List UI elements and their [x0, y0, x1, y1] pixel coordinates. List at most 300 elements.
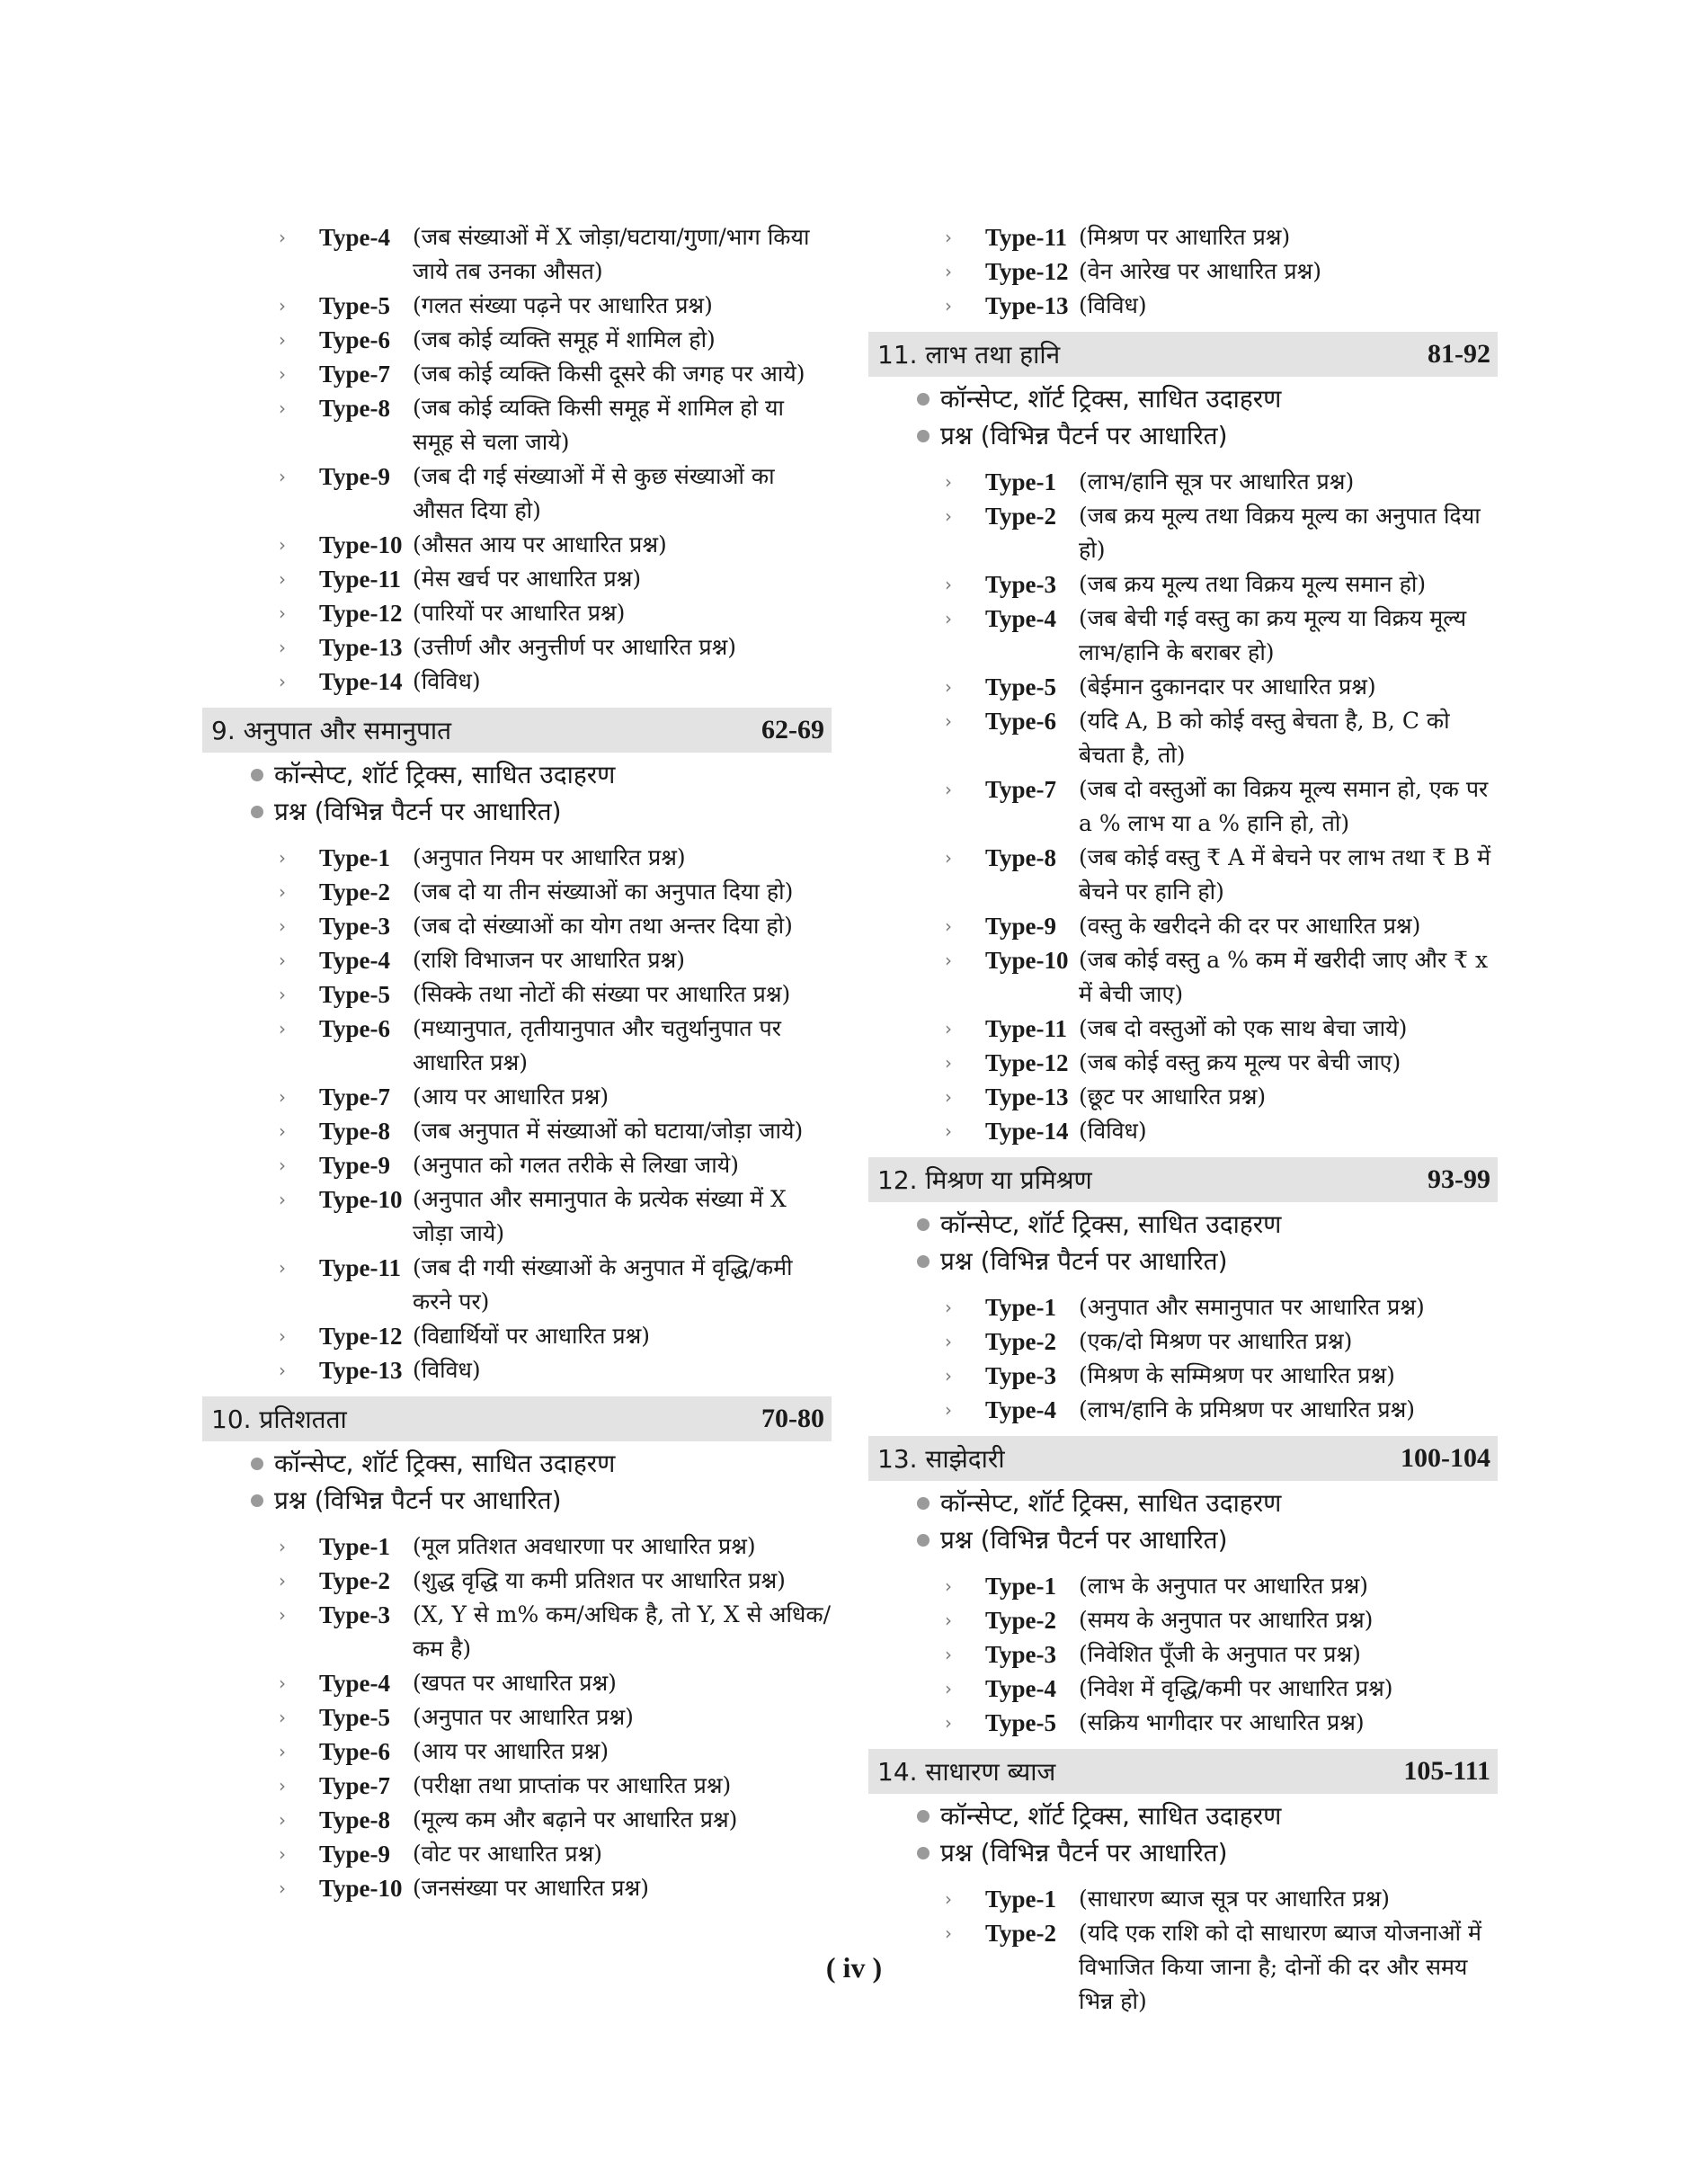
bullet-text: कॉन्सेप्ट, शॉर्ट ट्रिक्स, साधित उदाहरण — [940, 1209, 1282, 1239]
list-item — [868, 1603, 1498, 1637]
type-description: (मेस खर्च पर आधारित प्रश्न) — [413, 566, 642, 592]
type-description: (जब दी गई संख्याओं में से कुछ संख्याओं का औसत दिया हो) — [413, 463, 775, 523]
chevron-right-icon: › — [279, 637, 286, 658]
chevron-right-icon: › — [279, 1877, 286, 1899]
chevron-right-icon: › — [945, 1644, 952, 1665]
bullet-dot-icon — [917, 1810, 930, 1823]
type-label: Type-4 — [319, 947, 390, 974]
type-description: (जनसंख्या पर आधारित प्रश्न) — [413, 1875, 649, 1901]
chevron-right-icon: › — [945, 950, 952, 971]
type-label: Type-2 — [985, 503, 1056, 530]
list-item — [868, 670, 1498, 704]
type-label: Type-8 — [319, 1118, 390, 1145]
type-label: Type-7 — [319, 361, 390, 388]
type-description: (अनुपात पर आधारित प्रश्न) — [413, 1704, 634, 1730]
type-label: Type-1 — [985, 1294, 1056, 1321]
type-description: (मध्यानुपात, तृतीयानुपात और चतुर्थानुपात पर आधारित प्रश्न) — [413, 1015, 781, 1075]
right-column — [868, 220, 1498, 2019]
bullet-text: कॉन्सेप्ट, शॉर्ट ट्रिक्स, साधित उदाहरण — [940, 384, 1282, 414]
type-description: (सक्रिय भागीदार पर आधारित प्रश्न) — [1079, 1709, 1365, 1735]
type-label: Type-9 — [319, 1152, 390, 1179]
bullet-text: प्रश्न (विभिन्न पैटर्न पर आधारित) — [940, 421, 1228, 450]
chevron-right-icon: › — [945, 1888, 952, 1910]
chevron-right-icon: › — [279, 671, 286, 692]
chevron-right-icon: › — [945, 1297, 952, 1318]
type-list — [202, 841, 832, 1387]
type-description: (मिश्रण के सम्मिश्रण पर आधारित प्रश्न) — [1079, 1362, 1395, 1388]
type-description: (अनुपात और समानुपात पर आधारित प्रश्न) — [1079, 1294, 1425, 1320]
type-label: Type-7 — [985, 776, 1056, 803]
list-item — [202, 323, 832, 357]
chapter-header — [868, 332, 1498, 377]
type-label: Type-1 — [985, 1573, 1056, 1600]
type-label: Type-10 — [319, 1186, 403, 1213]
chapter-header — [868, 1749, 1498, 1794]
chevron-right-icon: › — [945, 1678, 952, 1699]
list-item — [868, 1324, 1498, 1359]
type-description: (समय के अनुपात पर आधारित प्रश्न) — [1079, 1607, 1374, 1633]
chapter-title: 12. मिश्रण या प्रमिश्रण — [877, 1165, 1092, 1195]
type-label: Type-7 — [319, 1083, 390, 1110]
list-item — [868, 289, 1498, 323]
bullet-item — [868, 1206, 1498, 1243]
chevron-right-icon: › — [279, 1155, 286, 1176]
type-description: (वेन आरेख पर आधारित प्रश्न) — [1079, 258, 1321, 284]
type-label: Type-4 — [985, 605, 1056, 632]
chevron-right-icon: › — [279, 1325, 286, 1347]
type-label: Type-3 — [985, 571, 1056, 598]
chevron-right-icon: › — [945, 1399, 952, 1421]
type-label: Type-10 — [985, 947, 1069, 974]
type-description: (राशि विभाजन पर आधारित प्रश्न) — [413, 947, 685, 973]
bullet-text: कॉन्सेप्ट, शॉर्ट ट्रिक्स, साधित उदाहरण — [274, 760, 616, 789]
type-description: (खपत पर आधारित प्रश्न) — [413, 1670, 617, 1696]
type-label: Type-2 — [319, 1567, 390, 1594]
type-description: (निवेशित पूँजी के अनुपात पर प्रश्न) — [1079, 1641, 1361, 1667]
bullet-item — [868, 1834, 1498, 1871]
chapter-title: 14. साधारण ब्याज — [877, 1757, 1056, 1787]
chevron-right-icon: › — [945, 608, 952, 629]
chapter-section — [202, 1396, 832, 1905]
chevron-right-icon: › — [279, 881, 286, 903]
type-description: (जब संख्याओं में X जोड़ा/घटाया/गुणा/भाग किया जाये तब उनका औसत) — [413, 224, 810, 284]
list-item — [202, 1700, 832, 1734]
type-description: (विविध) — [1079, 292, 1147, 318]
type-label: Type-10 — [319, 531, 403, 558]
type-label: Type-8 — [319, 395, 390, 422]
bullet-item — [202, 793, 832, 830]
type-label: Type-2 — [985, 1328, 1056, 1355]
type-description: (पारियों पर आधारित प्रश्न) — [413, 600, 626, 626]
list-item — [868, 254, 1498, 289]
bullet-dot-icon — [251, 769, 263, 781]
type-label: Type-3 — [319, 1601, 390, 1628]
bullet-dot-icon — [917, 1218, 930, 1231]
type-label: Type-1 — [985, 1886, 1056, 1913]
type-label: Type-8 — [319, 1806, 390, 1833]
list-item — [202, 841, 832, 875]
list-item — [868, 1114, 1498, 1148]
chevron-right-icon: › — [279, 1843, 286, 1865]
type-label: Type-4 — [985, 1675, 1056, 1702]
type-label: Type-6 — [319, 1738, 390, 1765]
chevron-right-icon: › — [945, 505, 952, 527]
type-description: (X, Y से m% कम/अधिक है, तो Y, X से अधिक/कम है) — [413, 1601, 831, 1662]
type-description: (जब कोई वस्तु a % कम में खरीदी जाए और ₹ x में बेची जाए) — [1079, 947, 1489, 1007]
list-item — [202, 220, 832, 289]
chevron-right-icon: › — [945, 779, 952, 800]
list-item — [202, 596, 832, 630]
chevron-right-icon: › — [945, 1610, 952, 1631]
list-item — [868, 1080, 1498, 1114]
type-label: Type-3 — [985, 1362, 1056, 1389]
list-item — [868, 567, 1498, 602]
chevron-right-icon: › — [279, 1570, 286, 1592]
type-description: (जब कोई व्यक्ति समूह में शामिल हो) — [413, 326, 716, 352]
bullet-dot-icon — [251, 1494, 263, 1507]
type-label: Type-13 — [985, 292, 1069, 319]
chevron-right-icon: › — [945, 915, 952, 937]
type-description: (मिश्रण पर आधारित प्रश्न) — [1079, 224, 1291, 250]
type-description: (यदि A, B को कोई वस्तु बेचता है, B, C को बेचता है, तो) — [1079, 708, 1450, 768]
chapter-header — [868, 1157, 1498, 1202]
bullet-dot-icon — [917, 1497, 930, 1510]
type-description: (जब क्रय मूल्य तथा विक्रय मूल्य समान हो) — [1079, 571, 1427, 597]
chevron-right-icon: › — [279, 1189, 286, 1210]
type-description: (जब बेची गई वस्तु का क्रय मूल्य या विक्रय मूल्य लाभ/हानि के बराबर हो) — [1079, 605, 1467, 665]
list-item — [868, 220, 1498, 254]
bullet-dot-icon — [917, 393, 930, 406]
type-label: Type-4 — [319, 1670, 390, 1697]
list-item — [202, 664, 832, 699]
list-item — [202, 1598, 832, 1666]
type-description: (जब दो या तीन संख्याओं का अनुपात दिया हो) — [413, 878, 794, 905]
chevron-right-icon: › — [945, 1018, 952, 1039]
bullet-dot-icon — [917, 1847, 930, 1859]
type-label: Type-13 — [319, 634, 403, 661]
chevron-right-icon: › — [279, 1741, 286, 1762]
type-description: (वस्तु के खरीदने की दर पर आधारित प्रश्न) — [1079, 913, 1421, 939]
type-description: (जब अनुपात में संख्याओं को घटाया/जोड़ा जाये) — [413, 1118, 804, 1144]
list-item — [202, 459, 832, 528]
type-list — [202, 220, 832, 699]
type-label: Type-6 — [319, 1015, 390, 1042]
chevron-right-icon: › — [279, 1707, 286, 1728]
chevron-right-icon: › — [945, 1052, 952, 1074]
chevron-right-icon: › — [279, 602, 286, 624]
type-description: (लाभ/हानि के प्रमिश्रण पर आधारित प्रश्न) — [1079, 1396, 1416, 1422]
list-item — [202, 1353, 832, 1387]
list-item — [202, 1837, 832, 1871]
chapter-page-range: 70-80 — [761, 1404, 824, 1433]
spacer — [868, 1280, 1498, 1290]
chevron-right-icon: › — [279, 568, 286, 590]
type-label: Type-6 — [319, 326, 390, 353]
list-item — [868, 465, 1498, 499]
list-item — [202, 1012, 832, 1080]
chevron-right-icon: › — [945, 676, 952, 698]
bullet-dot-icon — [917, 1534, 930, 1547]
chapter-header — [868, 1436, 1498, 1481]
type-description: (जब दो वस्तुओं को एक साथ बेचा जाये) — [1079, 1015, 1408, 1041]
list-item — [202, 630, 832, 664]
type-description: (जब दो वस्तुओं का विक्रय मूल्य समान हो, एक पर a % लाभ या a % हानि हो, तो) — [1079, 776, 1489, 836]
chevron-right-icon: › — [279, 915, 286, 937]
list-item — [868, 772, 1498, 841]
chevron-right-icon: › — [945, 261, 952, 282]
bullet-text: प्रश्न (विभिन्न पैटर्न पर आधारित) — [940, 1525, 1228, 1555]
list-item — [202, 1251, 832, 1319]
chevron-right-icon: › — [279, 363, 286, 385]
chevron-right-icon: › — [279, 466, 286, 487]
list-item — [202, 357, 832, 391]
bullet-text: प्रश्न (विभिन्न पैटर्न पर आधारित) — [940, 1838, 1228, 1868]
type-label: Type-10 — [319, 1875, 403, 1902]
list-item — [202, 289, 832, 323]
type-description: (वोट पर आधारित प्रश्न) — [413, 1841, 602, 1867]
list-item — [202, 1769, 832, 1803]
spacer — [202, 1519, 832, 1529]
list-item — [868, 602, 1498, 670]
list-item — [202, 391, 832, 459]
chevron-right-icon: › — [279, 397, 286, 419]
list-item — [202, 1319, 832, 1353]
type-description: (निवेश में वृद्धि/कमी पर आधारित प्रश्न) — [1079, 1675, 1393, 1701]
bullet-text: कॉन्सेप्ट, शॉर्ट ट्रिक्स, साधित उदाहरण — [940, 1488, 1282, 1518]
type-label: Type-12 — [319, 600, 403, 627]
type-description: (अनुपात को गलत तरीके से लिखा जाये) — [413, 1152, 739, 1178]
chevron-right-icon: › — [945, 1086, 952, 1108]
chapter-page-range: 100-104 — [1401, 1443, 1490, 1473]
list-item — [202, 1529, 832, 1564]
type-list — [868, 220, 1498, 323]
type-description: (एक/दो मिश्रण पर आधारित प्रश्न) — [1079, 1328, 1353, 1354]
chapter-section — [868, 1436, 1498, 1740]
type-description: (जब क्रय मूल्य तथा विक्रय मूल्य का अनुपात दिया हो) — [1079, 503, 1481, 563]
chevron-right-icon: › — [279, 534, 286, 556]
left-column — [202, 220, 832, 1905]
list-item — [868, 499, 1498, 567]
list-item — [202, 1114, 832, 1148]
type-label: Type-3 — [985, 1641, 1056, 1668]
chevron-right-icon: › — [945, 471, 952, 493]
chevron-right-icon: › — [279, 329, 286, 351]
chapter-page-range: 81-92 — [1428, 339, 1490, 369]
list-item — [868, 1393, 1498, 1427]
chapter-title: 13. साझेदारी — [877, 1444, 1005, 1474]
chapter-section — [868, 332, 1498, 1148]
chapter-header — [202, 708, 832, 753]
chapter-page-range: 93-99 — [1428, 1164, 1490, 1194]
bullet-item — [868, 1243, 1498, 1280]
bullet-item — [868, 1521, 1498, 1558]
type-description: (यदि एक राशि को दो साधारण ब्याज योजनाओं में विभाजित किया जाना है; दोनों की दर और समय भिन्न हो) — [1079, 1920, 1482, 2014]
chevron-right-icon: › — [279, 1086, 286, 1108]
chapter-section — [868, 1157, 1498, 1427]
page-number: ( iv ) — [825, 1951, 883, 1984]
list-item — [868, 1569, 1498, 1603]
bullet-dot-icon — [917, 1255, 930, 1268]
chapter-title: 11. लाभ तथा हानि — [877, 340, 1061, 370]
type-label: Type-3 — [319, 913, 390, 940]
chapter-header — [202, 1396, 832, 1441]
type-description: (छूट पर आधारित प्रश्न) — [1079, 1083, 1267, 1110]
type-label: Type-8 — [985, 844, 1056, 871]
chevron-right-icon: › — [945, 1331, 952, 1352]
type-label: Type-5 — [319, 981, 390, 1008]
type-description: (परीक्षा तथा प्राप्तांक पर आधारित प्रश्न) — [413, 1772, 732, 1798]
bullet-text: प्रश्न (विभिन्न पैटर्न पर आधारित) — [940, 1246, 1228, 1276]
chevron-right-icon: › — [945, 1575, 952, 1597]
type-description: (लाभ के अनुपात पर आधारित प्रश्न) — [1079, 1573, 1369, 1599]
type-description: (गलत संख्या पढ़ने पर आधारित प्रश्न) — [413, 292, 713, 318]
type-description: (उत्तीर्ण और अनुत्तीर्ण पर आधारित प्रश्न) — [413, 634, 737, 660]
list-item — [868, 1706, 1498, 1740]
type-label: Type-12 — [985, 258, 1069, 285]
bullet-text: कॉन्सेप्ट, शॉर्ट ट्रिक्स, साधित उदाहरण — [274, 1449, 616, 1478]
type-description: (आय पर आधारित प्रश्न) — [413, 1083, 609, 1110]
bullet-text: कॉन्सेप्ट, शॉर्ट ट्रिक्स, साधित उदाहरण — [940, 1801, 1282, 1831]
list-item — [202, 1871, 832, 1905]
type-label: Type-6 — [985, 708, 1056, 735]
type-label: Type-1 — [985, 468, 1056, 495]
type-description: (लाभ/हानि सूत्र पर आधारित प्रश्न) — [1079, 468, 1355, 495]
chevron-right-icon: › — [945, 227, 952, 248]
chapter-title: 10. प्रतिशतता — [211, 1404, 347, 1434]
list-item — [868, 1637, 1498, 1672]
type-label: Type-7 — [319, 1772, 390, 1799]
type-label: Type-11 — [985, 1015, 1068, 1042]
chevron-right-icon: › — [279, 1672, 286, 1694]
type-label: Type-2 — [985, 1920, 1056, 1947]
spacer — [868, 1558, 1498, 1569]
bullet-dot-icon — [251, 1458, 263, 1470]
list-item — [202, 1148, 832, 1182]
chevron-right-icon: › — [945, 1922, 952, 1944]
chevron-right-icon: › — [279, 984, 286, 1005]
list-item — [202, 875, 832, 909]
type-label: Type-11 — [985, 224, 1068, 251]
list-item — [202, 1666, 832, 1700]
bullet-item — [202, 1445, 832, 1482]
type-list — [202, 1529, 832, 1905]
type-description: (जब दो संख्याओं का योग तथा अन्तर दिया हो) — [413, 913, 793, 939]
bullet-item — [202, 756, 832, 793]
type-description: (जब कोई वस्तु ₹ A में बेचने पर लाभ तथा ₹ B में बेचने पर हानि हो) — [1079, 844, 1491, 905]
chevron-right-icon: › — [279, 1536, 286, 1557]
bullet-item — [202, 1482, 832, 1519]
type-label: Type-4 — [319, 224, 390, 251]
type-label: Type-5 — [985, 1709, 1056, 1736]
chevron-right-icon: › — [279, 1018, 286, 1039]
list-item — [202, 1803, 832, 1837]
chevron-right-icon: › — [945, 574, 952, 595]
type-label: Type-4 — [985, 1396, 1056, 1423]
chevron-right-icon: › — [945, 710, 952, 732]
spacer — [202, 830, 832, 841]
bullet-item — [868, 417, 1498, 454]
type-label: Type-13 — [985, 1083, 1069, 1110]
type-label: Type-5 — [319, 1704, 390, 1731]
spacer — [868, 454, 1498, 465]
list-item — [202, 909, 832, 943]
chevron-right-icon: › — [279, 950, 286, 971]
type-list — [868, 465, 1498, 1148]
list-item — [868, 1882, 1498, 1916]
type-description: (औसत आय पर आधारित प्रश्न) — [413, 531, 667, 557]
type-description: (शुद्ध वृद्धि या कमी प्रतिशत पर आधारित प्रश्न) — [413, 1567, 786, 1593]
bullet-text: प्रश्न (विभिन्न पैटर्न पर आधारित) — [274, 1485, 562, 1515]
chevron-right-icon: › — [279, 295, 286, 317]
list-item — [868, 1290, 1498, 1324]
type-label: Type-11 — [319, 1254, 402, 1281]
list-item — [868, 704, 1498, 772]
chapter-page-range: 62-69 — [761, 715, 824, 745]
type-label: Type-14 — [985, 1118, 1069, 1145]
type-list — [868, 1882, 1498, 2019]
list-item — [868, 1672, 1498, 1706]
list-item — [202, 562, 832, 596]
type-label: Type-9 — [985, 913, 1056, 940]
chevron-right-icon: › — [279, 227, 286, 248]
type-description: (विविध) — [413, 1357, 481, 1383]
type-description: (बेईमान दुकानदार पर आधारित प्रश्न) — [1079, 673, 1376, 700]
list-item — [202, 943, 832, 977]
bullet-text: प्रश्न (विभिन्न पैटर्न पर आधारित) — [274, 797, 562, 826]
chevron-right-icon: › — [279, 1604, 286, 1626]
chapter-title: 9. अनुपात और समानुपात — [211, 716, 452, 745]
type-description: (जब कोई वस्तु क्रय मूल्य पर बेची जाए) — [1079, 1049, 1401, 1075]
type-label: Type-1 — [319, 1533, 390, 1560]
list-item — [202, 1182, 832, 1251]
chevron-right-icon: › — [279, 847, 286, 869]
bullet-item — [868, 1485, 1498, 1521]
list-item — [202, 528, 832, 562]
type-description: (विद्यार्थियों पर आधारित प्रश्न) — [413, 1323, 651, 1349]
type-description: (सिक्के तथा नोटों की संख्या पर आधारित प्रश्न) — [413, 981, 791, 1007]
chevron-right-icon: › — [945, 1712, 952, 1734]
type-label: Type-11 — [319, 566, 402, 593]
list-item — [868, 943, 1498, 1012]
type-description: (जब दी गयी संख्याओं के अनुपात में वृद्धि/कमी करने पर) — [413, 1254, 793, 1315]
list-item — [868, 909, 1498, 943]
type-label: Type-13 — [319, 1357, 403, 1384]
chevron-right-icon: › — [945, 1365, 952, 1387]
bullet-dot-icon — [251, 806, 263, 818]
chevron-right-icon: › — [945, 295, 952, 317]
list-item — [868, 1046, 1498, 1080]
chevron-right-icon: › — [945, 1120, 952, 1142]
chevron-right-icon: › — [279, 1120, 286, 1142]
type-description: (मूल प्रतिशत अवधारणा पर आधारित प्रश्न) — [413, 1533, 756, 1559]
type-label: Type-2 — [985, 1607, 1056, 1634]
list-item — [202, 977, 832, 1012]
type-description: (साधारण ब्याज सूत्र पर आधारित प्रश्न) — [1079, 1886, 1391, 1912]
type-label: Type-1 — [319, 844, 390, 871]
type-label: Type-14 — [319, 668, 403, 695]
type-label: Type-12 — [985, 1049, 1069, 1076]
chevron-right-icon: › — [279, 1775, 286, 1797]
bullet-dot-icon — [917, 430, 930, 442]
bullet-item — [868, 1797, 1498, 1834]
type-list — [868, 1290, 1498, 1427]
type-description: (मूल्य कम और बढ़ाने पर आधारित प्रश्न) — [413, 1806, 738, 1833]
type-label: Type-2 — [319, 878, 390, 905]
chevron-right-icon: › — [279, 1257, 286, 1279]
spacer — [868, 1871, 1498, 1882]
type-list — [868, 1569, 1498, 1740]
list-item — [868, 1012, 1498, 1046]
